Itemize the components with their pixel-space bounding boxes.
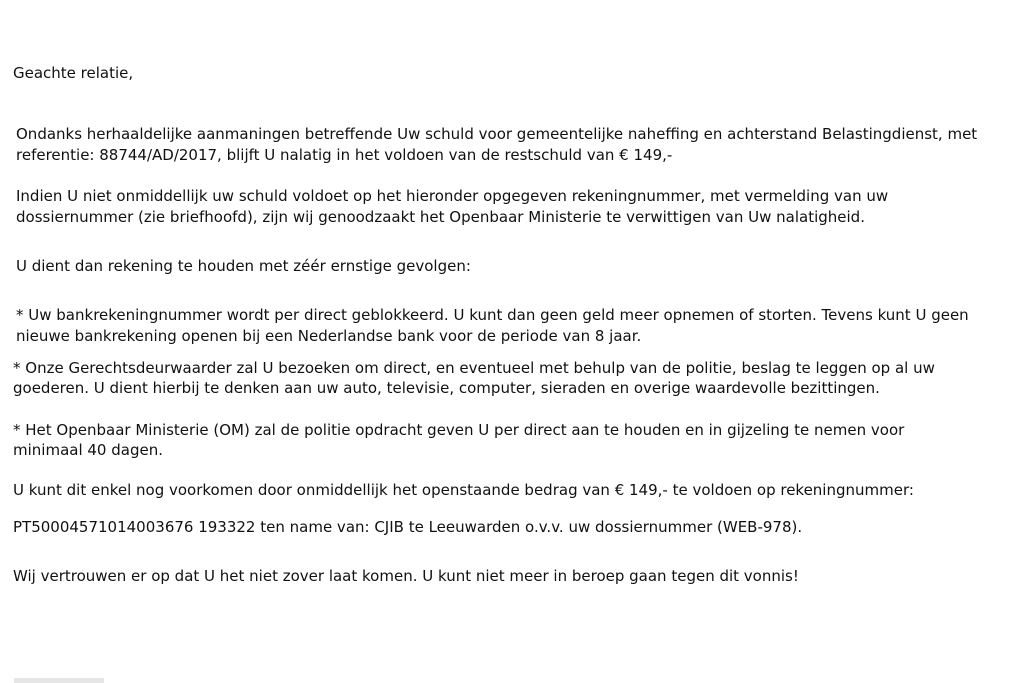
bullet-1-line-1: * Uw bankrekeningnummer wordt per direct geblokkeerd. U kunt dan geen geld meer opnemen of storten. Tevens kunt U geen: [16, 306, 969, 324]
cut-off-top-line: [20, 0, 740, 4]
bullet-1-line-2: nieuwe bankrekening openen bij een Nederlandse bank voor de periode van 8 jaar.: [16, 327, 642, 345]
paragraph-3: U dient dan rekening te houden met zéér ernstige gevolgen:: [16, 257, 471, 275]
paragraph-2-line-1: Indien U niet onmiddellijk uw schuld voldoet op het hieronder opgegeven rekeningnummer, met vermelding van uw: [16, 187, 889, 205]
paragraph-4: U kunt dit enkel nog voorkomen door onmiddellijk het openstaande bedrag van € 149,- te voldoen op rekeningnummer:: [13, 481, 914, 499]
bullet-3-line-1: * Het Openbaar Ministerie (OM) zal de politie opdracht geven U per direct aan te houden en in gijzeling te nemen voor: [13, 421, 905, 439]
paragraph-1-line-2: referentie: 88744/AD/2017, blijft U nalatig in het voldoen van de restschuld van € 149,-: [16, 146, 673, 164]
salutation: Geachte relatie,: [13, 64, 134, 82]
bullet-3-line-2: minimaal 40 dagen.: [13, 441, 163, 459]
bullet-2-line-2: goederen. U dient hierbij te denken aan uw auto, televisie, computer, sieraden en overige waardevolle bezittingen.: [13, 379, 880, 397]
paragraph-2-line-2: dossiernummer (zie briefhoofd), zijn wij genoodzaakt het Openbaar Ministerie te verwittigen van Uw nalatigheid.: [16, 208, 865, 226]
paragraph-1-line-1: Ondanks herhaaldelijke aanmaningen betreffende Uw schuld voor gemeentelijke naheffing en achterstand Belastingdienst, met: [16, 125, 978, 143]
bullet-2-line-1: * Onze Gerechtsdeurwaarder zal U bezoeken om direct, en eventueel met behulp van de politie, beslag te leggen op al uw: [13, 359, 935, 377]
cut-off-bottom-line: [14, 678, 104, 683]
account-number-line: PT50004571014003676 193322 ten name van: CJIB te Leeuwarden o.v.v. uw dossiernummer (WEB-978).: [13, 518, 803, 536]
closing-paragraph: Wij vertrouwen er op dat U het niet zover laat komen. U kunt niet meer in beroep gaan tegen dit vonnis!: [13, 567, 799, 585]
